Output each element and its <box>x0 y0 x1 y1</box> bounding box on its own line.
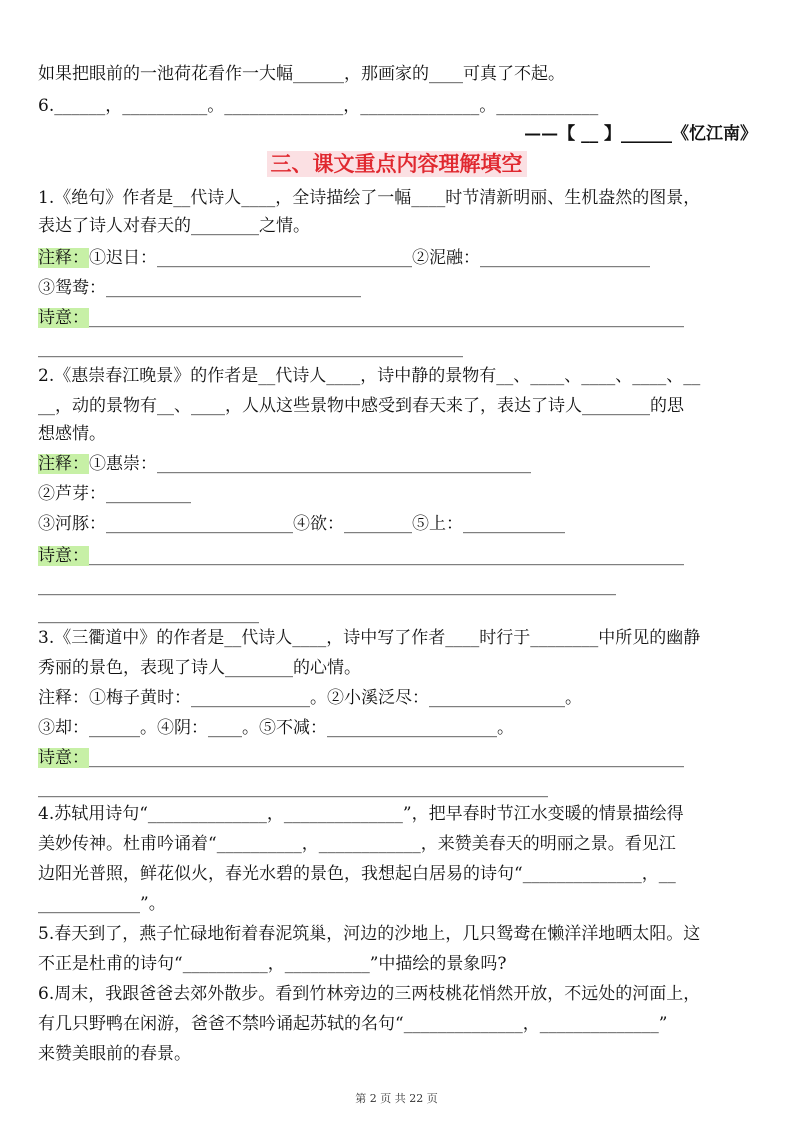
question-4-line-4: ____________”。 <box>38 894 166 914</box>
poem-meaning-row <box>38 304 757 332</box>
question-5-line-1: 5.春天到了，燕子忙碌地衔着春泥筑巢，河边的沙地上，几只鸳鸯在懒洋洋地晒太阳。这 <box>38 924 701 944</box>
poem-meaning-label: 诗意： <box>38 748 89 768</box>
question-6-line-3: 来赞美眼前的春景。 <box>38 1044 191 1064</box>
question-5-line-2: 不正是杜甫的诗句“__________，__________”中描绘的景象吗? <box>38 954 507 974</box>
poem-meaning-row <box>38 744 757 772</box>
question-4-line-3: 边阳光普照，鲜花似火，春光水碧的景色，我想起白居易的诗句“______________，__ <box>38 864 676 884</box>
blank-line: ____________________________________________________________________ <box>38 576 616 596</box>
poem-meaning-blank: ______________________________________________________________________ <box>89 546 684 566</box>
question-1-line-2: 表达了诗人对春天的________之情。 <box>38 216 310 236</box>
notes-row: ③鸳鸯：______________________________ <box>38 278 361 298</box>
question-3-line-2: 秀丽的景色，表现了诗人________的心情。 <box>38 658 361 678</box>
question-2-line-3: 想感情。 <box>38 424 106 444</box>
blank-line: __________________________________________________ <box>38 338 463 358</box>
question-3-line-1: 3.《三衢道中》的作者是__代诗人____，诗中写了作者____时行于________中所见的幽静 <box>38 628 701 648</box>
page-footer: 第 2 页 共 22 页 <box>355 1092 438 1105</box>
question-1-line-1: 1.《绝句》作者是__代诗人____，全诗描绘了一幅____时节清新明丽、生机盎然的图景， <box>38 188 701 208</box>
question-6-line-1: 6.周末，我跟爸爸去郊外散步。看到竹林旁边的三两枝桃花悄然开放，不远处的河面上， <box>38 984 701 1004</box>
notes-label: 注释： <box>38 454 89 474</box>
section-title: 三、课文重点内容理解填空 <box>267 151 527 177</box>
blank-line: ____________________________________________________________ <box>38 778 548 798</box>
notes-row: ②芦芽：__________ <box>38 484 191 504</box>
notes-row: 注释：①梅子黄时：______________。②小溪泛尽：________________。 <box>38 688 582 708</box>
notes-content: ①惠崇：____________________________________________ <box>89 454 531 474</box>
text-line: 如果把眼前的一池荷花看作一大幅______，那画家的____可真了不起。 <box>38 64 565 84</box>
notes-row <box>38 450 757 478</box>
poem-meaning-row <box>38 542 757 570</box>
poem-meaning-label: 诗意： <box>38 546 89 566</box>
question-4-line-2: 美妙传神。杜甫吟诵着“__________，____________，来赞美春天的明丽之景。看见江 <box>38 834 676 854</box>
notes-row: ③却：______。④阴：____。⑤不减：____________________。 <box>38 718 514 738</box>
question-4-line-1: 4.苏轼用诗句“______________，______________”，把早春时节江水变暖的情景描绘得 <box>38 804 684 824</box>
notes-row <box>38 244 757 272</box>
notes-row: ③河豚：______________________④欲：________⑤上：____________ <box>38 514 565 534</box>
section-title-wrap <box>0 150 793 180</box>
poem-meaning-label: 诗意： <box>38 308 89 328</box>
poem-meaning-blank: ______________________________________________________________________ <box>89 748 684 768</box>
text-line: 6.______，__________。______________，______________。____________ <box>38 96 599 116</box>
notes-content: ①迟日：______________________________②泥融：____________________ <box>89 248 650 268</box>
poem-meaning-blank: ______________________________________________________________________ <box>89 308 684 328</box>
notes-label: 注释： <box>38 248 89 268</box>
question-6-line-2: 有几只野鸭在闲游，爸爸不禁吟诵起苏轼的名句“______________，______________” <box>38 1014 668 1034</box>
question-2-line-1: 2.《惠崇春江晚景》的作者是__代诗人____，诗中静的景物有__、____、____、____、__ <box>38 366 701 386</box>
poem-attribution: ——【 __ 】______《忆江南》 <box>524 124 757 144</box>
blank-line: __________________________ <box>38 604 259 624</box>
question-2-line-2: __，动的景物有__、____，人从这些景物中感受到春天来了，表达了诗人________的思 <box>38 396 684 416</box>
